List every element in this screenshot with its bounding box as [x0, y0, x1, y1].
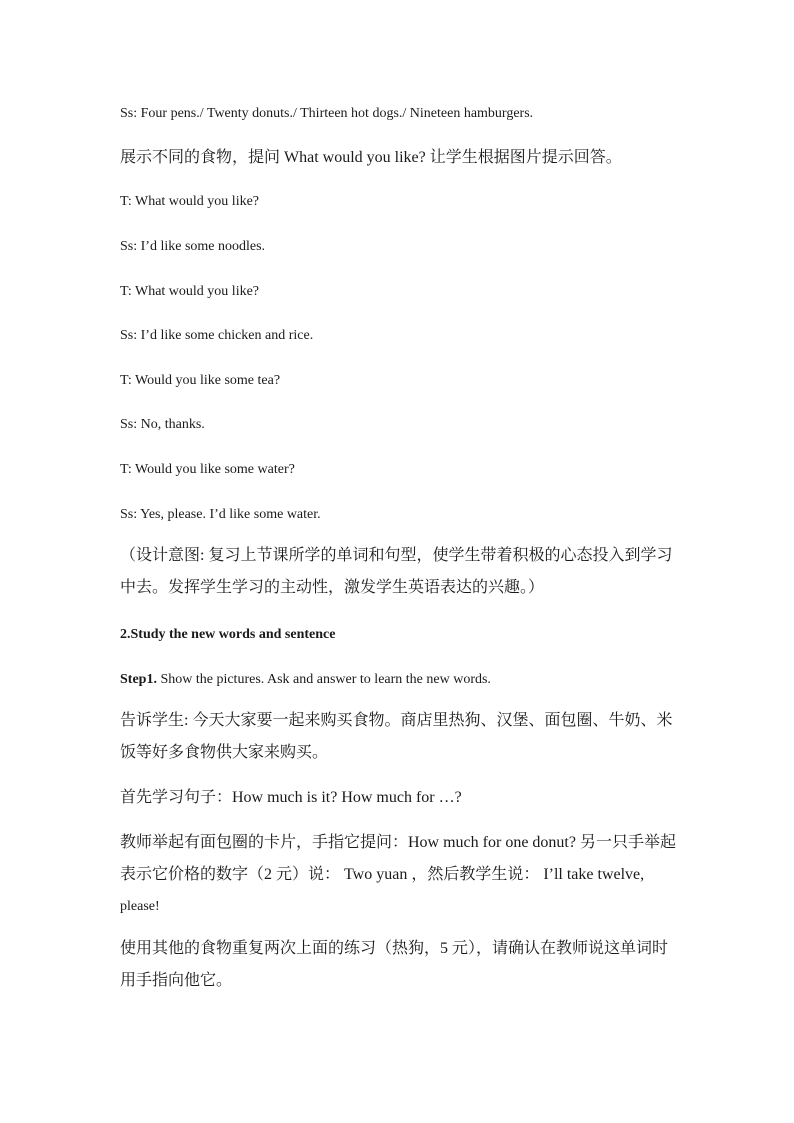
- tell-students-line: 饭等好多食物供大家来购买。: [120, 744, 329, 761]
- step1-label: Step1.: [120, 672, 157, 687]
- dialogue-line: Ss: I’d like some noodles.: [120, 239, 266, 254]
- section-heading: 2.Study the new words and sentence: [120, 627, 336, 642]
- dialogue-line: Ss: Four pens./ Twenty donuts./ Thirteen hot dogs./ Nineteen hamburgers.: [120, 106, 534, 121]
- design-note: [120, 546, 680, 610]
- dialogue-line: T: What would you like?: [120, 284, 260, 299]
- teacher-card-line: please!: [120, 899, 160, 914]
- dialogue-line: Ss: I’d like some chicken and rice.: [120, 328, 314, 343]
- instruction-line: 展示不同的食物，提问 What would you like? 让学生根据图片提示回答。: [120, 149, 622, 166]
- design-note-line: 中去。发挥学生学习的主动性，激发学生英语表达的兴趣。）: [120, 579, 545, 596]
- repeat-line: 用手指向他它。: [120, 972, 233, 989]
- repeat-practice: [120, 939, 680, 1003]
- dialogue-line: Ss: No, thanks.: [120, 417, 205, 432]
- design-note-line: （设计意图: 复习上节课所学的单词和句型，使学生带着积极的心态投入到学习: [120, 547, 673, 564]
- first-learn: 首先学习句子：How much is it? How much for …?: [120, 789, 462, 806]
- dialogue-line: Ss: Yes, please. I’d like some water.: [120, 507, 321, 522]
- repeat-line: 使用其他的食物重复两次上面的练习（热狗，5 元），请确认在教师说这单词时: [120, 940, 669, 957]
- teacher-card: [120, 833, 680, 929]
- teacher-card-line: 教师举起有面包圈的卡片，手指它提问：How much for one donut? 另一只手举起: [120, 834, 676, 851]
- step1-line: [120, 670, 491, 690]
- teacher-card-line: 表示它价格的数字（2 元）说： Two yuan ，然后教学生说： I’ll take twelve,: [120, 866, 645, 883]
- dialogue-line: T: Would you like some water?: [120, 462, 295, 477]
- dialogue-line: T: What would you like?: [120, 194, 260, 209]
- step1-text: Show the pictures. Ask and answer to learn the new words.: [156, 672, 491, 687]
- tell-students-line: 告诉学生: 今天大家要一起来购买食物。商店里热狗、汉堡、面包圈、牛奶、米: [120, 712, 673, 729]
- dialogue-line: T: Would you like some tea?: [120, 373, 281, 388]
- tell-students: [120, 711, 680, 775]
